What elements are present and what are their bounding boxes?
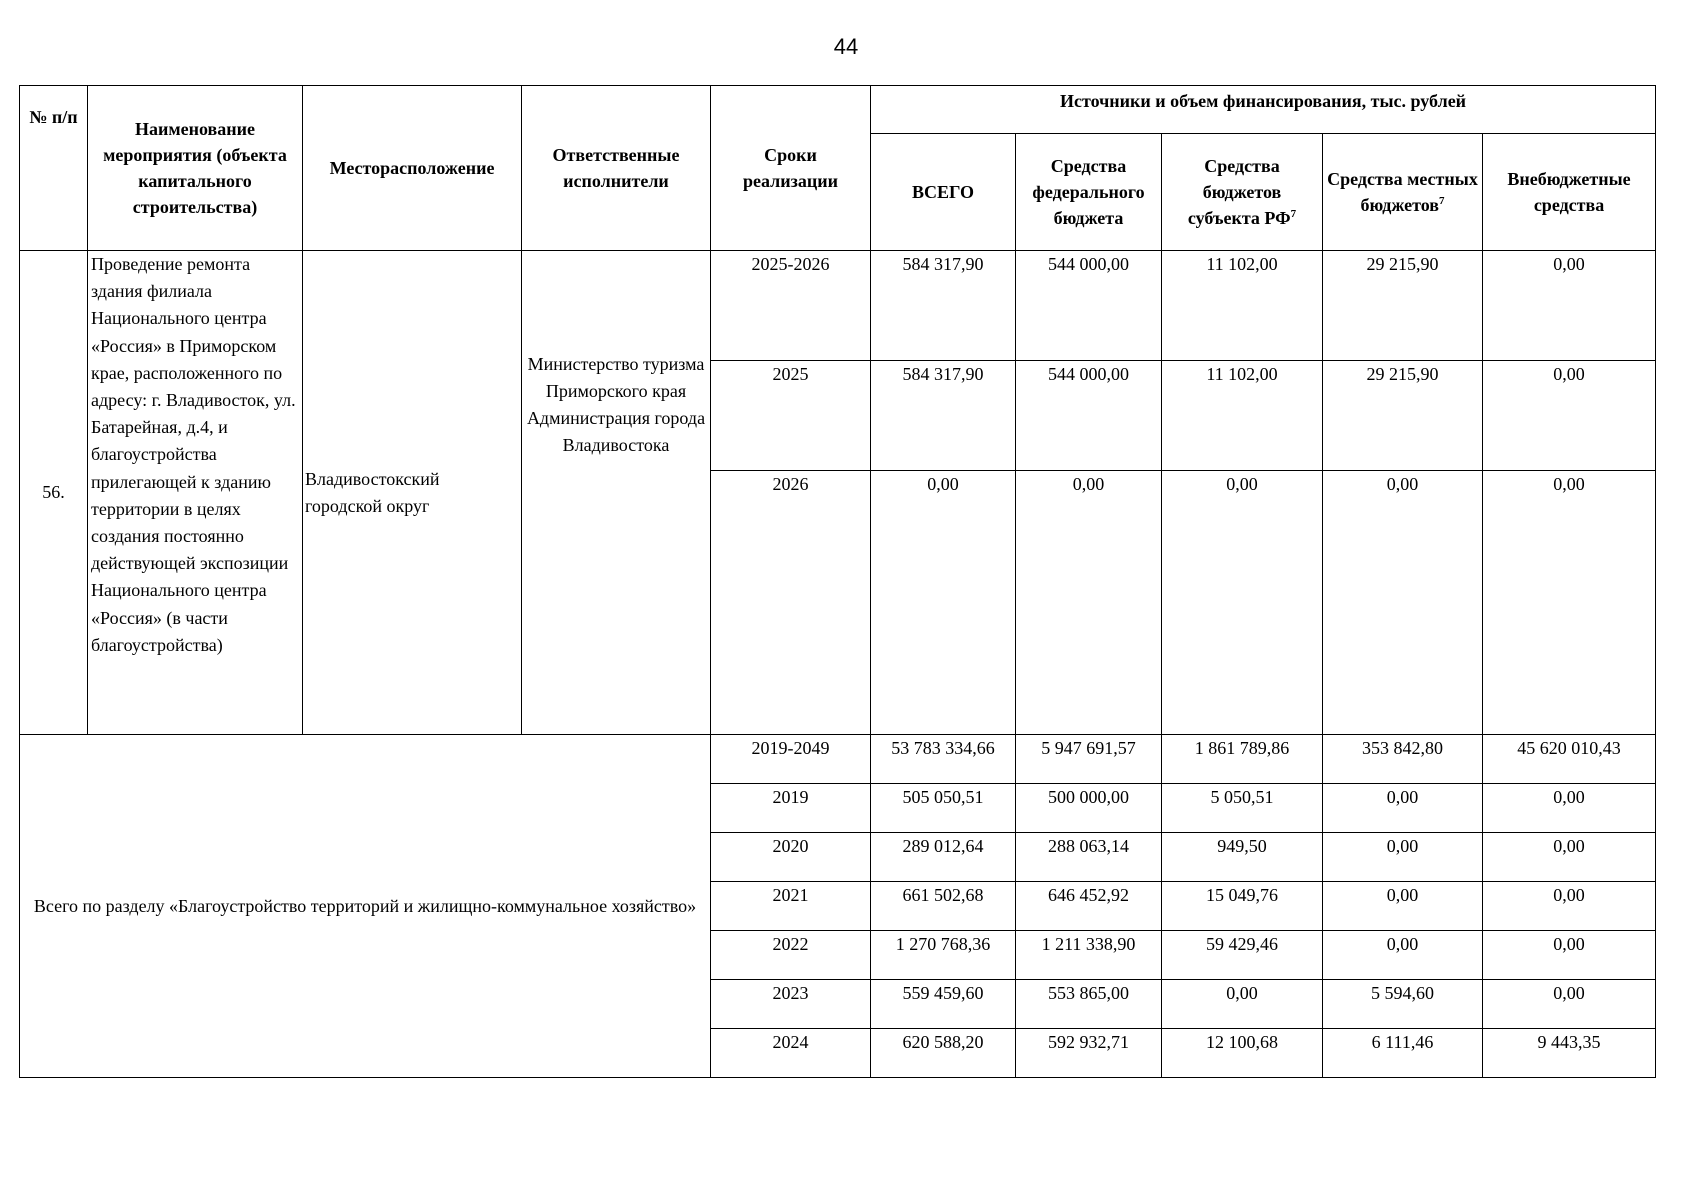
total-period: 2024: [711, 1029, 871, 1078]
header-location: Месторасположение: [303, 86, 522, 251]
header-local: [1323, 134, 1483, 251]
item-total: 584 317,90: [871, 361, 1016, 471]
total-regional: 12 100,68: [1162, 1029, 1323, 1078]
total-period: 2023: [711, 980, 871, 1029]
total-total: 661 502,68: [871, 882, 1016, 931]
header-regional: [1162, 134, 1323, 251]
total-local: 0,00: [1323, 833, 1483, 882]
total-local: 6 111,46: [1323, 1029, 1483, 1078]
header-federal: Средства федерального бюджета: [1016, 134, 1162, 251]
total-federal: 592 932,71: [1016, 1029, 1162, 1078]
page-number: 44: [833, 34, 859, 59]
item-period: 2025-2026: [711, 251, 871, 361]
header-responsible: Ответственные исполнители: [522, 86, 711, 251]
total-regional: 949,50: [1162, 833, 1323, 882]
item-federal: 544 000,00: [1016, 251, 1162, 361]
header-regional-footnote: 7: [1290, 208, 1297, 221]
item-regional: 11 102,00: [1162, 251, 1323, 361]
header-name: Наименование мероприятия (объекта капитального строительства): [88, 86, 303, 251]
total-local: 5 594,60: [1323, 980, 1483, 1029]
header-funding-group: Источники и объем финансирования, тыс. рублей: [871, 86, 1656, 134]
total-extra: 45 620 010,43: [1483, 735, 1656, 784]
total-extra: 0,00: [1483, 882, 1656, 931]
total-total: 1 270 768,36: [871, 931, 1016, 980]
item-period: 2025: [711, 361, 871, 471]
item-extra: 0,00: [1483, 361, 1656, 471]
total-regional: 59 429,46: [1162, 931, 1323, 980]
total-regional: 1 861 789,86: [1162, 735, 1323, 784]
item-federal: 0,00: [1016, 471, 1162, 735]
total-period: 2021: [711, 882, 871, 931]
total-local: 353 842,80: [1323, 735, 1483, 784]
total-extra: 0,00: [1483, 833, 1656, 882]
item-responsible: Министерство туризма Приморского края Администрация города Владивостока: [522, 251, 711, 735]
total-local: 0,00: [1323, 882, 1483, 931]
header-local-footnote: 7: [1439, 195, 1445, 207]
total-period: 2022: [711, 931, 871, 980]
header-row-1: [20, 86, 1656, 134]
item-total: 584 317,90: [871, 251, 1016, 361]
total-federal: 1 211 338,90: [1016, 931, 1162, 980]
total-federal: 646 452,92: [1016, 882, 1162, 931]
item-location: Владивостокский городской округ: [303, 251, 522, 735]
header-num: № п/п: [20, 86, 88, 251]
financing-table: [19, 85, 1656, 1078]
total-regional: 15 049,76: [1162, 882, 1323, 931]
total-federal: 500 000,00: [1016, 784, 1162, 833]
item-row-0: [20, 251, 1656, 361]
total-regional: 0,00: [1162, 980, 1323, 1029]
total-regional: 5 050,51: [1162, 784, 1323, 833]
item-local: 0,00: [1323, 471, 1483, 735]
header-total: ВСЕГО: [871, 134, 1016, 251]
total-total: 559 459,60: [871, 980, 1016, 1029]
total-total: 505 050,51: [871, 784, 1016, 833]
total-extra: 0,00: [1483, 784, 1656, 833]
item-regional: 0,00: [1162, 471, 1323, 735]
item-extra: 0,00: [1483, 471, 1656, 735]
total-federal: 5 947 691,57: [1016, 735, 1162, 784]
total-total: 53 783 334,66: [871, 735, 1016, 784]
section-total-label: Всего по разделу «Благоустройство территорий и жилищно-коммунальное хозяйство»: [20, 735, 711, 1078]
total-period: 2019: [711, 784, 871, 833]
item-local: 29 215,90: [1323, 251, 1483, 361]
item-local: 29 215,90: [1323, 361, 1483, 471]
item-extra: 0,00: [1483, 251, 1656, 361]
item-period: 2026: [711, 471, 871, 735]
total-extra: 0,00: [1483, 931, 1656, 980]
total-period: 2020: [711, 833, 871, 882]
section-total-row-0: [20, 735, 1656, 784]
total-extra: 9 443,35: [1483, 1029, 1656, 1078]
item-regional: 11 102,00: [1162, 361, 1323, 471]
total-local: 0,00: [1323, 784, 1483, 833]
header-period: Сроки реализации: [711, 86, 871, 251]
total-local: 0,00: [1323, 931, 1483, 980]
item-total: 0,00: [871, 471, 1016, 735]
header-local-text: Средства местных бюджетов: [1327, 168, 1478, 215]
total-total: 620 588,20: [871, 1029, 1016, 1078]
header-regional-text: Средства бюджетов субъекта РФ: [1187, 155, 1291, 229]
item-federal: 544 000,00: [1016, 361, 1162, 471]
item-num: 56.: [20, 251, 88, 735]
item-name: Проведение ремонта здания филиала Национального центра «Россия» в Приморском крае, расположенного по адресу: г. Владивосток, ул. Батарейная, д.4, и благоустройства прилегающей к зданию территории в целях создания постоянно действующей экспозиции Национального центра «Россия» (в части благоустройства): [88, 251, 303, 735]
total-federal: 553 865,00: [1016, 980, 1162, 1029]
total-total: 289 012,64: [871, 833, 1016, 882]
header-extra: Внебюджетные средства: [1483, 134, 1656, 251]
total-federal: 288 063,14: [1016, 833, 1162, 882]
total-period: 2019-2049: [711, 735, 871, 784]
total-extra: 0,00: [1483, 980, 1656, 1029]
